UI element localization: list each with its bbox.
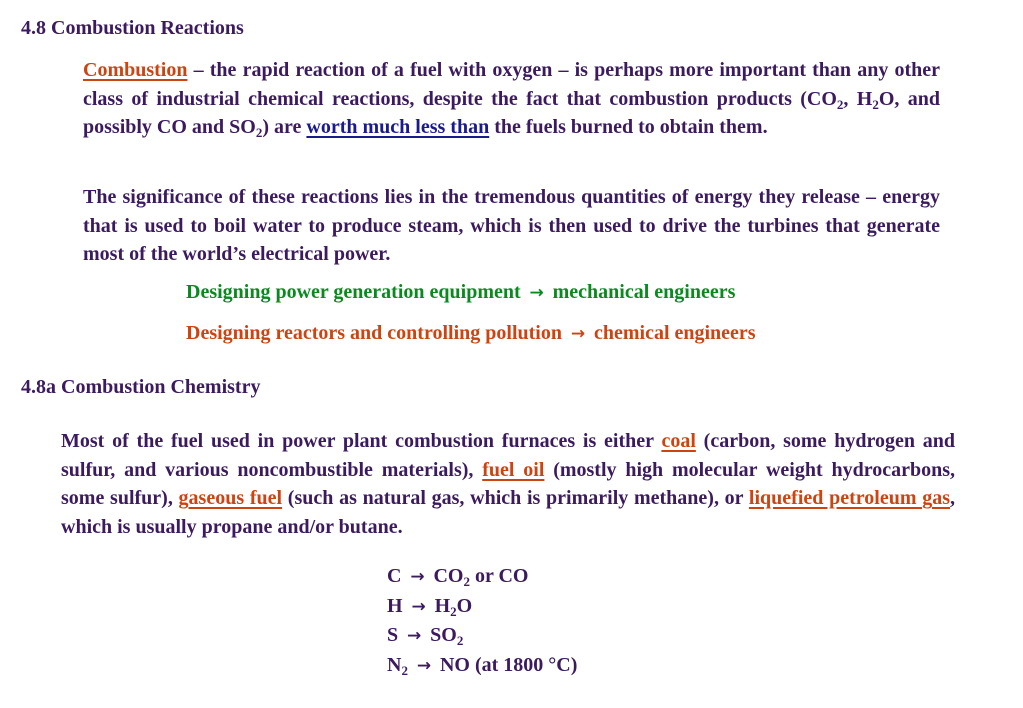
intro-paragraph: Combustion – the rapid reaction of a fuel with oxygen – is perhaps more important than any other class of industrial chemical reactions, despite the fact that combustion products ($CO_2$, $H_2O$, and possibly CO and $SO_2$) are worth much less than the fuels burned to obtain them. <box>83 59 941 141</box>
role-chemical: Designing reactors and controlling pollution → chemical engineers <box>186 322 756 344</box>
term-coal: coal <box>661 430 696 452</box>
arrow-right-icon: → <box>411 596 426 617</box>
subsection-title: 4.8a Combustion Chemistry <box>21 376 261 398</box>
emphasis-worth-less: worth much less than <box>306 116 490 139</box>
arrow-right-icon: → <box>570 324 586 344</box>
term-combustion: Combustion <box>83 59 188 81</box>
term-fuel-oil: fuel oil <box>482 458 545 481</box>
fuels-paragraph: Most of the fuel used in power plant combustion furnaces is either coal (carbon, some hydrogen and sulfur, and various noncombustible materials), fuel oil (mostly high molecular weight hydrocarbons, some sulfur), gaseous fuel (such as natural gas, which is primarily methane), or liquefied petroleum gas, which is usually propane and/or butane. <box>61 430 955 539</box>
section-title: 4.8 Combustion Reactions <box>21 17 244 39</box>
reaction-hydrogen: $H \to H_2O$ <box>387 592 577 622</box>
arrow-right-icon: → <box>410 567 425 587</box>
term-lpg: liquefied petroleum gas <box>748 487 950 510</box>
arrow-right-icon: → <box>529 283 544 303</box>
arrow-right-icon: → <box>407 626 422 646</box>
reaction-carbon: $C \to CO_2$ or CO <box>387 562 577 592</box>
role-mechanical: Designing power generation equipment → mechanical engineers <box>186 281 736 303</box>
reaction-sulfur: $S \to SO_2$ <box>387 621 577 651</box>
term-gaseous-fuel: gaseous fuel <box>178 487 283 510</box>
reaction-list <box>387 562 577 680</box>
reaction-nitrogen: $N_2$ → NO (at 1800 °C) <box>387 651 577 681</box>
significance-paragraph: The significance of these reactions lies in the tremendous quantities of energy they release – energy that is used to boil water to produce steam, which is then used to drive the turbines that generate most of the world’s electrical power. <box>83 186 940 266</box>
arrow-right-icon: → <box>416 655 432 676</box>
